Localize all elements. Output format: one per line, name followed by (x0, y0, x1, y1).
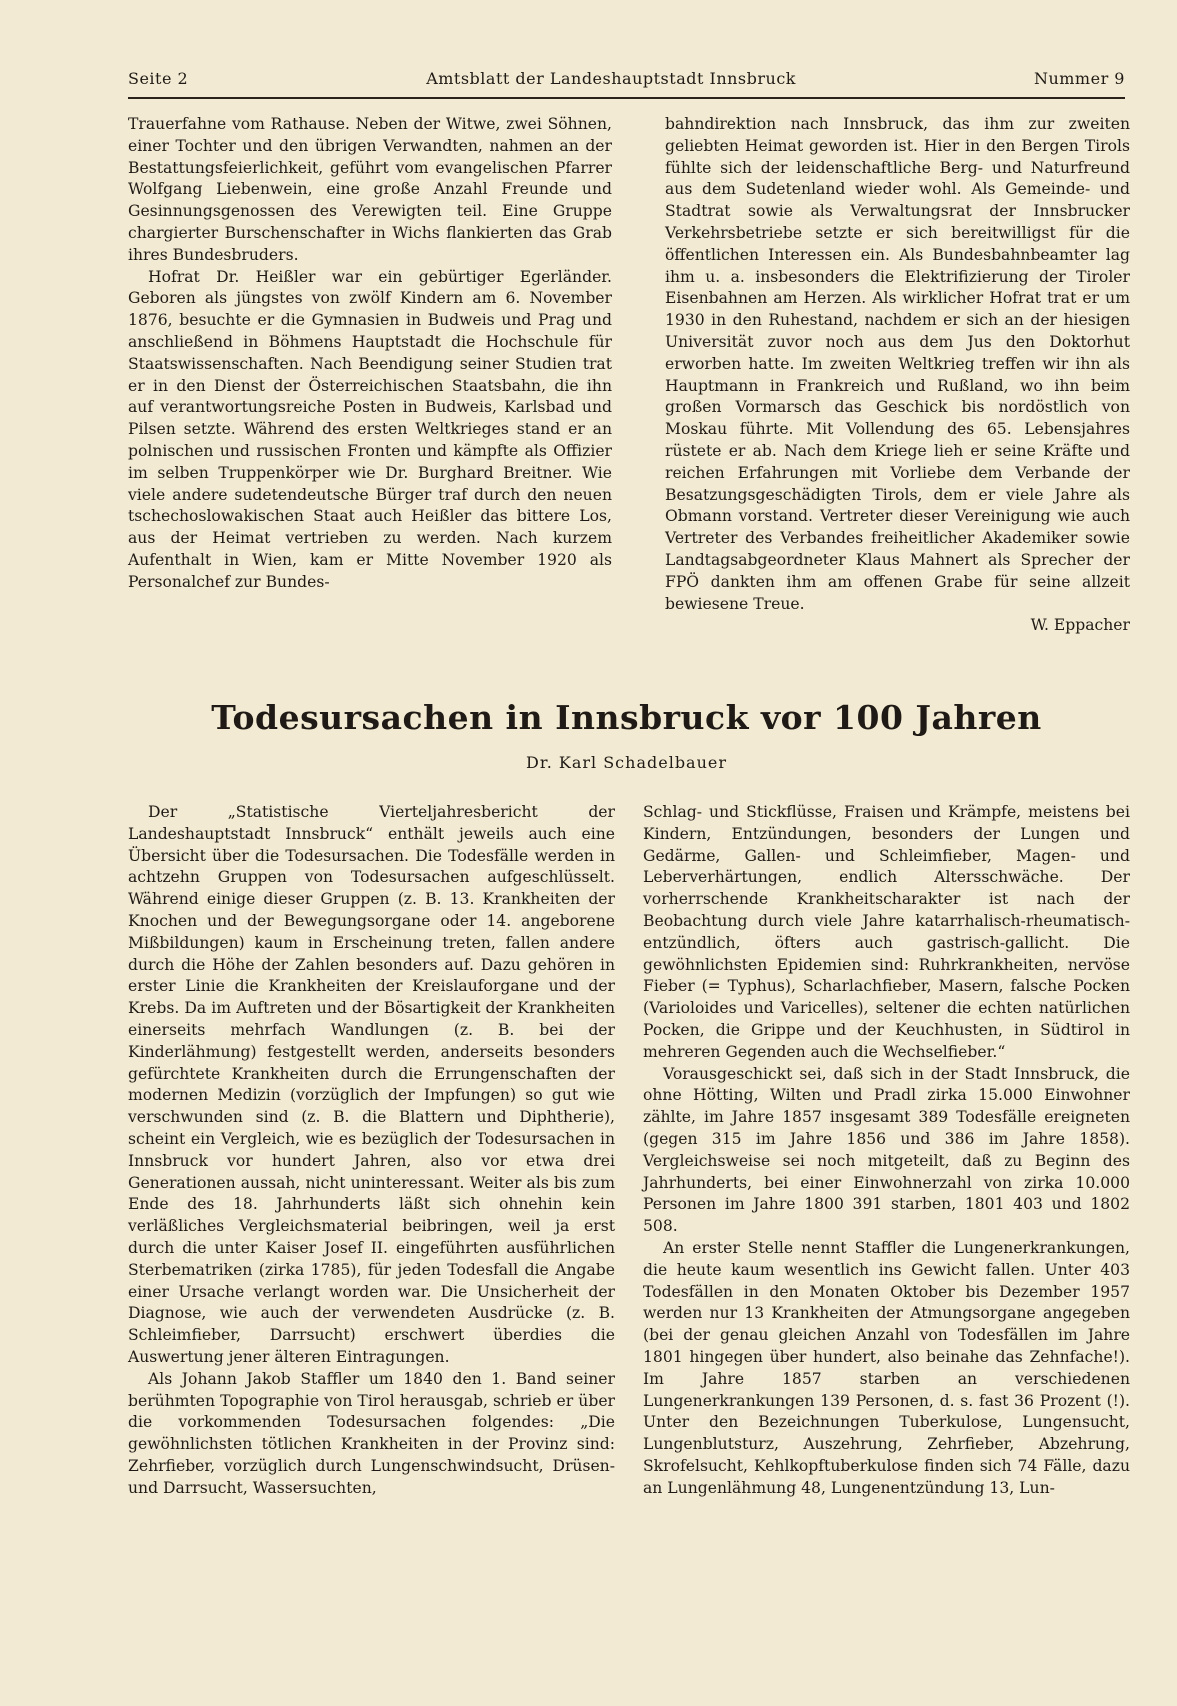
article-title: Todesursachen in Innsbruck vor 100 Jahren (211, 698, 1042, 737)
obituary-paragraph: bahndirektion nach Innsbruck, das ihm zur zweiten geliebten Heimat geworden ist. Hier in den Bergen Tirols fühlte sich der leidenschaftliche Berg- und Naturfreund aus dem Sudetenland wieder wohl. Als Gemeinde- und Stadtrat sowie als Verwaltungsrat der Innsbrucker Verkehrsbetriebe setzte er sich bereitwilligst für die öffentlichen Interessen ein. Als Bundesbahnbeamter lag ihm u. a. insbesonders die Elektrifizierung der Tiroler Eisenbahnen am Herzen. Als wirklicher Hofrat trat er um 1930 in den Ruhestand, nachdem er sich an der hiesigen Universität zuvor noch aus dem Jus den Doktorhut erworben hatte. Im zweiten Weltkrieg treffen wir ihn als Hauptmann in Frankreich und Rußland, wo ihn beim großen Vormarsch das Geschick bis nordöstlich von Moskau führte. Mit Vollendung des 65. Lebensjahres rüstete er ab. Nach dem Kriege lieh er seine Kräfte und reichen Erfahrungen mit Vorliebe dem Verbande der Besatzungsgeschädigten Tirols, dem er viele Jahre als Obmann vorstand. Vertreter dieser Vereinigung wie auch Vertreter des Verbandes freiheitlicher Akademiker sowie Landtagsabgeordneter Klaus Mahnert als Sprecher der FPÖ dankten ihm am offenen Grabe für seine allzeit bewiesene Treue. (665, 115, 1130, 613)
obituary-paragraph: Trauerfahne vom Rathause. Neben der Witwe, zwei Söhnen, einer Tochter und den übrigen Verwandten, nahmen an der Bestattungsfeierlichkeit, geführt vom evangelischen Pfarrer Wolfgang Liebenwein, eine große Anzahl Freunde und Gesinnungsgenossen des Verewigten teil. Eine Gruppe chargierter Burschenschafter in Wichs flankierten das Grab ihres Bundesbruders. (128, 115, 612, 264)
article-paragraph: Schlag- und Stickflüsse, Fraisen und Krämpfe, meistens bei Kindern, Entzündungen, besonders der Lungen und Gedärme, Gallen- und Schleimfieber, Magen- und Leberverhärtungen, endlich Altersschwäche. Der vorherrschende Krankheitscharakter ist nach der Beobachtung durch viele Jahre katarrhalisch-rheumatisch-entzündlich, öfters auch gastrisch-gallicht. Die gewöhnlichsten Epidemien sind: Ruhrkrankheiten, nervöse Fieber (= Typhus), Scharlachfieber, Masern, falsche Pocken (Varioloides und Varicelles), seltener die echten natürlichen Pocken, die Grippe und der Keuchhusten, in Südtirol in mehreren Gegenden auch die Wechselfieber.“ (643, 803, 1130, 1061)
obituary-column-right (665, 114, 1130, 637)
article-paragraph: Der „Statistische Vierteljahresbericht der Landeshauptstadt Innsbruck“ enthält jeweils auch eine Übersicht über die Todesursachen. Die Todesfälle werden in achtzehn Gruppen von Todesursachen aufgeschlüsselt. Während einige dieser Gruppen (z. B. 13. Krankheiten der Knochen und der Bewegungsorgane oder 14. angeborene Mißbildungen) kaum in Erscheinung treten, fallen andere durch die Höhe der Zahlen besonders auf. Dazu gehören in erster Linie die Krankheiten der Kreislauforgane und der Krebs. Da im Auftreten und der Bösartigkeit der Krankheiten einerseits mehrfach Wandlungen (z. B. bei der Kinderlähmung) festgestellt werden, anderseits besonders gefürchtete Krankheiten durch die Errungenschaften der modernen Medizin (vorzüglich der Impfungen) so gut wie verschwunden sind (z. B. die Blattern und Diphtherie), scheint ein Vergleich, wie es bezüglich der Todesursachen in Innsbruck vor hundert Jahren, also vor etwa drei Generationen aussah, nicht uninteressant. Weiter als bis zum Ende des 18. Jahrhunderts läßt sich ohnehin kein verläßliches Vergleichsmaterial beibringen, weil ja erst durch die unter Kaiser Josef II. eingeführten ausführlichen Sterbematriken (zirka 1785), für jeden Todesfall die Angabe einer Ursache verlangt worden war. Die Unsicherheit der Diagnose, wie auch der verwendeten Ausdrücke (z. B. Schleimfieber, Darrsucht) erschwert überdies die Auswertung jener älteren Eintragungen. (128, 803, 615, 1366)
article-column-right (643, 802, 1130, 1500)
article-paragraph: Vorausgeschickt sei, daß sich in der Stadt Innsbruck, die ohne Hötting, Wilten und Pradl zirka 15.000 Einwohner zählte, im Jahre 1857 insgesamt 389 Todesfälle ereigneten (gegen 315 im Jahre 1856 und 386 im Jahre 1858). Vergleichsweise sei noch mitgeteilt, daß zu Beginn des Jahrhunderts, bei einer Einwohnerzahl von zirka 10.000 Personen im Jahre 1800 391 starben, 1801 403 und 1802 508. (643, 1064, 1130, 1236)
running-header (128, 69, 1125, 88)
publication-title: Amtsblatt der Landeshauptstadt Innsbruck (426, 69, 796, 88)
obituary-column-left (128, 114, 612, 594)
article-paragraph: An erster Stelle nennt Staffler die Lungenerkrankungen, die heute kaum wesentlich ins Gewicht fallen. Unter 403 Todesfällen in den Monaten Oktober bis Dezember 1957 werden nur 13 Krankheiten der Atmungsorgane angegeben (bei der genau gleichen Anzahl von Todesfällen im Jahre 1801 hingegen über hundert, also beinahe das Zehnfache!). Im Jahre 1857 starben an verschiedenen Lungenerkrankungen 139 Personen, d. s. fast 36 Prozent (!). Unter den Bezeichnungen Tuberkulose, Lungensucht, Lungenblutsturz, Auszehrung, Zehrfieber, Abzehrung, Skrofelsucht, Kehlkopftuberkulose finden sich 74 Fälle, dazu an Lungenlähmung 48, Lungenentzündung 13, Lun- (643, 1238, 1130, 1497)
header-rule (128, 97, 1125, 99)
article-column-left (128, 802, 615, 1500)
obituary-paragraph: Hofrat Dr. Heißler war ein gebürtiger Egerländer. Geboren als jüngstes von zwölf Kindern am 6. November 1876, besuchte er die Gymnasien in Budweis und Prag und anschließend in Böhmens Hauptstadt die Hochschule für Staatswissenschaften. Nach Beendigung seiner Studien trat er in den Dienst der Österreichischen Staatsbahn, die ihn auf verantwortungsreiche Posten in Budweis, Karlsbad und Pilsen setzte. Während des ersten Weltkrieges stand er an polnischen und russischen Fronten und kämpfte als Offizier im selben Truppenkörper wie Dr. Burghard Breitner. Wie viele andere sudetendeutsche Bürger traf durch den neuen tschechoslowakischen Staat auch Heißler das bittere Los, aus der Heimat vertrieben zu werden. Nach kurzem Aufenthalt in Wien, kam er Mitte November 1920 als Personalchef zur Bundes- (128, 267, 612, 591)
article-paragraph: Als Johann Jakob Staffler um 1840 den 1. Band seiner berühmten Topographie von Tirol herausgab, schrieb er über die vorkommenden Todesursachen folgendes: „Die gewöhnlichsten tötlichen Krankheiten in der Provinz sind: Zehrfieber, vorzüglich durch Lungenschwindsucht, Drüsen- und Darrsucht, Wassersuchten, (128, 1369, 615, 1497)
obituary-signature: W. Eppacher (1030, 616, 1130, 635)
page-number: Seite 2 (128, 69, 189, 88)
issue-number: Nummer 9 (1033, 69, 1125, 88)
article-author: Dr. Karl Schadelbauer (525, 753, 728, 772)
